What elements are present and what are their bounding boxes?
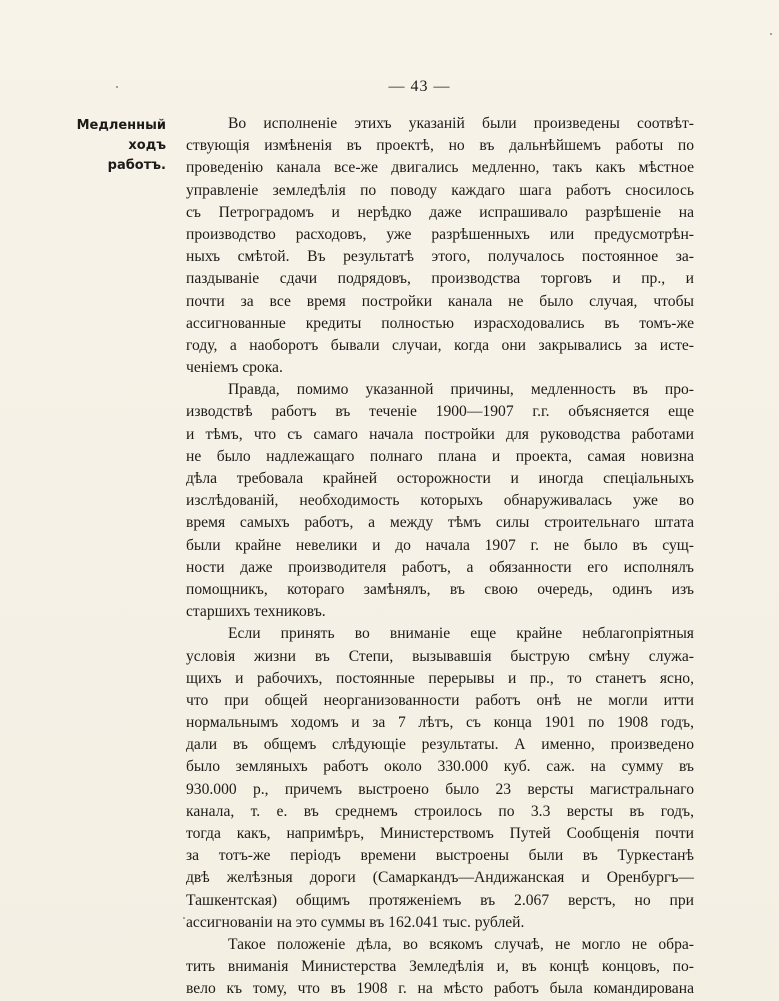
text-line: время самыхъ работъ, а между тѣмъ силы строительнаго штата	[186, 514, 694, 532]
text-line: старшихъ техниковъ.	[186, 603, 326, 621]
text-line: что при общей неорганизованности работъ онѣ не могли итти	[186, 691, 694, 709]
margin-note-line: Медленный ходъ	[76, 118, 166, 153]
text-line: Если принять во вниманіе еще крайне неблагопріятныя	[228, 625, 694, 643]
text-line: 930.000 р., причемъ выстроено было 23 версты магистральнаго	[186, 780, 694, 798]
specks	[770, 33, 772, 35]
margin-note-line: работъ.	[107, 158, 166, 173]
text-line: почти за все время постройки канала не было случая, чтобы	[186, 292, 694, 310]
text-line: ныхъ смѣтой. Въ результатѣ этого, получалось постоянное за-	[186, 248, 694, 266]
page-number: — 43 —	[388, 78, 451, 95]
text-line: щихъ и рабочихъ, постоянные перерывы и пр., то станетъ ясно,	[186, 669, 694, 687]
text-line: ности даже производителя работъ, а обязанности его исполнялъ	[186, 558, 694, 576]
text-line: ассигнованіи на это суммы въ 162.041 тыс. рублей.	[186, 913, 525, 931]
text-line: проведенію канала все-же двигались медленно, такъ какъ мѣстное	[186, 159, 694, 177]
text-line: Во исполненіе этихъ указаній были произведены соотвѣт-	[228, 115, 694, 132]
text-line: производство расходовъ, уже разрѣшенныхъ или предусмотрѣн-	[186, 225, 694, 243]
specks	[183, 917, 185, 919]
text-line: были крайне невелики и до начала 1907 г. не было въ сущ-	[186, 536, 694, 554]
text-line: Ташкентская) общимъ протяженіемъ въ 2.067 верстъ, но при	[186, 891, 694, 909]
text-line: Такое положеніе дѣла, во всякомъ случаѣ, не могло не обра-	[228, 935, 694, 953]
text-line: условія жизни въ Степи, вызывавшія быструю смѣну служа-	[186, 647, 694, 665]
text-line: ассигнованные кредиты полностью израсходовались въ томъ-же	[186, 314, 694, 332]
text-line: изслѣдованій, необходимость которыхъ обнаруживалась уже во	[186, 492, 694, 510]
paragraph-1	[186, 113, 694, 379]
paragraph-3	[186, 623, 694, 934]
text-line: тогда какъ, напримѣръ, Министерствомъ Путей Сообщенія почти	[186, 825, 694, 842]
text-line: ченіемъ срока.	[186, 359, 283, 377]
text-line: паздываніе сдачи подрядовъ, производства торговъ и пр., и	[186, 270, 694, 288]
text-line: дѣла требовала крайней осторожности и иногда спеціальныхъ	[186, 470, 694, 487]
text-line: не было надлежащаго полнаго плана и проекта, самая новизна	[186, 447, 694, 465]
text-line: за тотъ-же періодъ времени выстроены были въ Туркестанѣ	[186, 847, 694, 865]
text-line: и тѣмъ, что съ самаго начала постройки для руководства работами	[186, 425, 694, 443]
text-line: изводствѣ работъ въ теченіе 1900—1907 г.г. объясняется еще	[186, 403, 694, 421]
text-line: съ Петроградомъ и нерѣдко даже испрашивало разрѣшеніе на	[186, 203, 694, 221]
text-line: ствующія измѣненія въ проектѣ, но въ дальнѣйшемъ работы по	[186, 137, 694, 155]
text-line: управленіе земледѣлія по поводу каждаго шага работъ сносилось	[186, 181, 694, 199]
text-line: вело къ тому, что въ 1908 г. на мѣсто работъ была командирована	[186, 980, 694, 998]
paragraph-2	[186, 379, 694, 623]
margin-note	[40, 116, 166, 176]
paragraph-4	[186, 934, 694, 1001]
text-line: было земляныхъ работъ около 330.000 куб. саж. на сумму въ	[186, 758, 694, 776]
text-line: помощникъ, котораго замѣнялъ, въ свою очередь, одинъ изъ	[186, 580, 694, 598]
text-line: году, а наоборотъ бывали случаи, когда они закрывались за исте-	[186, 336, 694, 354]
text-line: тить вниманія Министерства Земледѣлія и, въ концѣ концовъ, по-	[186, 958, 694, 976]
body-text	[186, 113, 694, 1001]
text-line: Правда, помимо указанной причины, медленность въ про-	[228, 381, 694, 399]
text-line: дали въ общемъ слѣдующіе результаты. А именно, произведено	[186, 736, 694, 754]
text-line: нормальнымъ ходомъ и за 7 лѣтъ, съ конца 1901 по 1908 годъ,	[186, 714, 694, 732]
text-line: канала, т. е. въ среднемъ строилось по 3.3 версты въ годъ,	[186, 802, 694, 820]
text-line: двѣ желѣзныя дороги (Самаркандъ—Андижанская и Оренбургъ—	[186, 869, 694, 887]
